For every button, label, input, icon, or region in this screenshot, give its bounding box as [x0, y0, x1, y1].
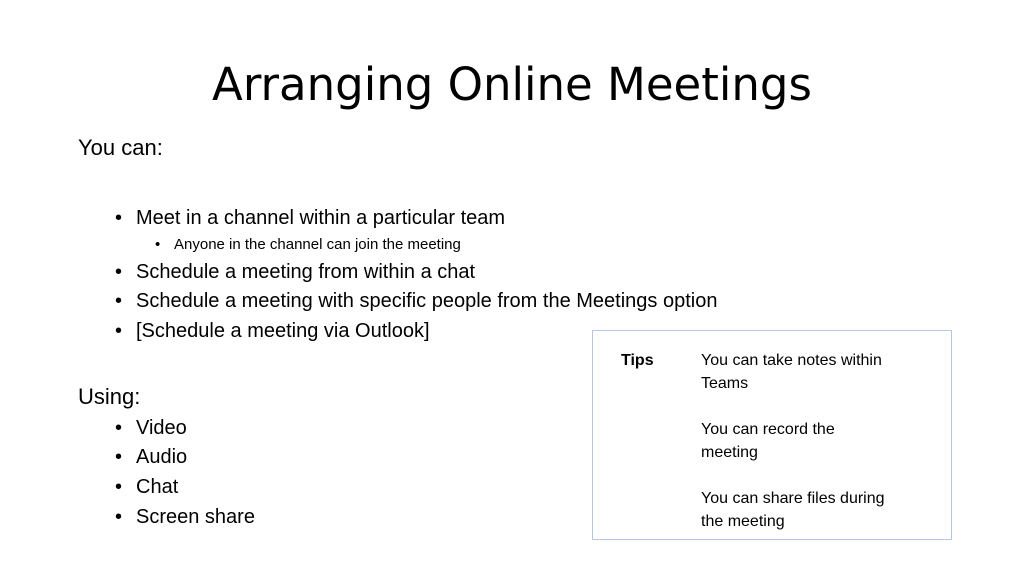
bullet-icon: •: [115, 207, 123, 229]
list-item-text: Screen share: [136, 506, 255, 528]
tip-text: You can record the: [701, 421, 835, 438]
tips-box: [592, 330, 952, 540]
tip-text: meeting: [701, 444, 758, 461]
you-can-heading: You can:: [78, 135, 163, 160]
tip-text: You can share files during: [701, 490, 885, 507]
tip-text: the meeting: [701, 513, 785, 530]
list-item-text: Schedule a meeting with specific people from the Meetings option: [136, 290, 718, 312]
list-item: [115, 318, 430, 344]
bullet-icon: •: [115, 417, 123, 439]
bullet-icon: •: [155, 236, 161, 253]
list-item: [115, 444, 188, 470]
tip-text: You can take notes within: [701, 352, 882, 369]
list-item: [115, 288, 718, 314]
list-item-text: Audio: [136, 446, 188, 468]
bullet-icon: •: [115, 476, 123, 498]
list-item-text: Chat: [136, 476, 179, 498]
list-item-text: [Schedule a meeting via Outlook]: [136, 320, 430, 342]
using-heading: Using:: [78, 384, 141, 409]
list-item: [115, 259, 476, 285]
tips-label: Tips: [621, 352, 654, 369]
list-item: [115, 205, 506, 231]
bullet-icon: •: [115, 290, 123, 312]
bullet-icon: •: [115, 506, 123, 528]
list-item: [115, 415, 187, 441]
list-item-text: Anyone in the channel can join the meeting: [174, 236, 461, 253]
bullet-icon: •: [115, 446, 123, 468]
bullet-icon: •: [115, 261, 123, 283]
list-item: [115, 474, 179, 500]
tip-text: Teams: [701, 375, 749, 392]
list-item-text: Video: [136, 417, 187, 439]
list-item-text: Schedule a meeting from within a chat: [136, 261, 476, 283]
list-item: [115, 504, 255, 530]
slide-title: Arranging Online Meetings: [212, 58, 812, 111]
list-item-text: Meet in a channel within a particular team: [136, 207, 506, 229]
list-item: [155, 235, 461, 255]
bullet-icon: •: [115, 320, 123, 342]
